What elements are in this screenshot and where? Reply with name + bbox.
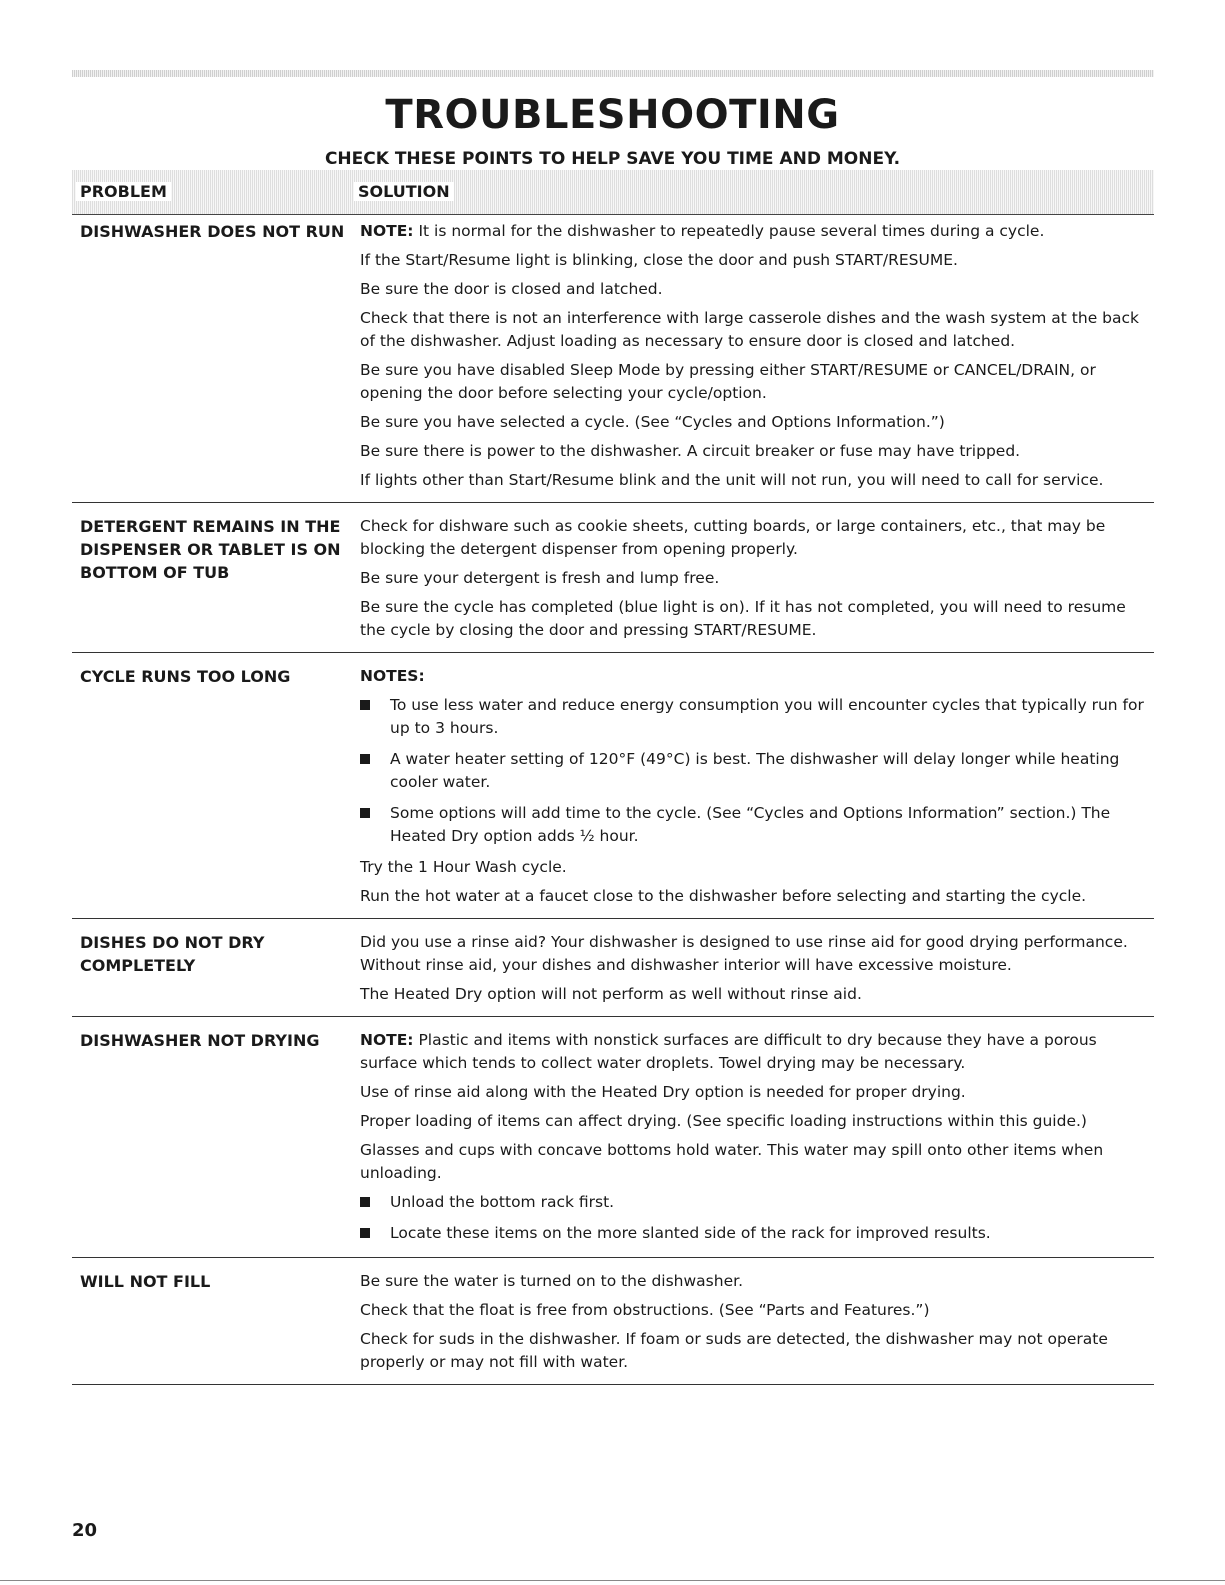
solution-cell	[360, 511, 1154, 652]
square-bullet-icon	[360, 700, 370, 710]
solution-text: If the Start/Resume light is blinking, close the door and push START/RESUME.	[360, 251, 958, 269]
note-label: NOTES:	[360, 667, 425, 685]
solution-paragraph	[360, 469, 1154, 492]
solution-text: Did you use a rinse aid? Your dishwasher is designed to use rinse aid for good drying performance. Without rinse aid, your dishes and dishwasher interior will have excessive moisture.	[360, 933, 1128, 974]
table-row	[72, 653, 1154, 919]
problem-column-header: PROBLEM	[76, 182, 171, 201]
table-row	[72, 1017, 1154, 1258]
solution-paragraph	[360, 1110, 1154, 1133]
solution-paragraph	[360, 1299, 1154, 1322]
solution-paragraph	[360, 1081, 1154, 1104]
solution-text: Be sure the cycle has completed (blue light is on). If it has not completed, you will need to resume the cycle by closing the door and pressing START/RESUME.	[360, 598, 1126, 639]
solution-text: Check that there is not an interference with large casserole dishes and the wash system at the back of the dishwasher. Adjust loading as necessary to ensure door is closed and latched.	[360, 309, 1140, 350]
solution-bullet	[360, 694, 1154, 740]
solution-text: Plastic and items with nonstick surfaces are difficult to dry because they have a porous surface which tends to collect water droplets. Towel drying may be necessary.	[360, 1031, 1097, 1072]
table-row	[72, 919, 1154, 1017]
solution-paragraph	[360, 1270, 1154, 1293]
solution-paragraph	[360, 983, 1154, 1006]
problem-cell: DETERGENT REMAINS IN THE DISPENSER OR TABLET IS ON BOTTOM OF TUB	[80, 517, 341, 582]
solution-text: Be sure your detergent is fresh and lump free.	[360, 569, 720, 587]
solution-paragraph	[360, 665, 1154, 688]
solution-paragraph	[360, 1328, 1154, 1374]
square-bullet-icon	[360, 1197, 370, 1207]
solution-paragraph	[360, 596, 1154, 642]
solution-text: Be sure the water is turned on to the dishwasher.	[360, 1272, 743, 1290]
problem-cell: CYCLE RUNS TOO LONG	[80, 667, 291, 686]
problem-cell: WILL NOT FILL	[80, 1272, 211, 1291]
solution-text: Check that the float is free from obstructions. (See “Parts and Features.”)	[360, 1301, 930, 1319]
solution-paragraph	[360, 1029, 1154, 1075]
solution-bullet	[360, 748, 1154, 794]
solution-text: If lights other than Start/Resume blink and the unit will not run, you will need to call for service.	[360, 471, 1104, 489]
problem-cell: DISHWASHER DOES NOT RUN	[80, 222, 345, 241]
solution-paragraph	[360, 931, 1154, 977]
solution-cell	[360, 1266, 1154, 1384]
page-title: TROUBLESHOOTING	[385, 92, 840, 138]
solution-bullet	[360, 1222, 1154, 1245]
solution-paragraph	[360, 1139, 1154, 1185]
troubleshooting-table	[72, 216, 1154, 1385]
page-subtitle: CHECK THESE POINTS TO HELP SAVE YOU TIME AND MONEY.	[324, 149, 901, 169]
solution-text: Some options will add time to the cycle. (See “Cycles and Options Information” section.) The Heated Dry option adds ½ hour.	[390, 804, 1111, 845]
solution-paragraph	[360, 249, 1154, 272]
table-row	[72, 216, 1154, 503]
solution-paragraph	[360, 567, 1154, 590]
solution-text: Check for dishware such as cookie sheets, cutting boards, or large containers, etc., that may be blocking the detergent dispenser from opening properly.	[360, 517, 1106, 558]
solution-paragraph	[360, 440, 1154, 463]
solution-text: It is normal for the dishwasher to repeatedly pause several times during a cycle.	[413, 222, 1045, 240]
table-row	[72, 503, 1154, 653]
solution-cell	[360, 661, 1154, 918]
solution-bullet	[360, 1191, 1154, 1214]
solution-bullet	[360, 802, 1154, 848]
page-bottom-line	[0, 1580, 1225, 1581]
solution-paragraph	[360, 220, 1154, 243]
solution-text: Unload the bottom rack first.	[390, 1193, 615, 1211]
solution-text: Glasses and cups with concave bottoms hold water. This water may spill onto other items when unloading.	[360, 1141, 1104, 1182]
square-bullet-icon	[360, 754, 370, 764]
solution-text: Run the hot water at a faucet close to the dishwasher before selecting and starting the cycle.	[360, 887, 1087, 905]
solution-cell	[360, 1025, 1154, 1257]
table-row	[72, 1258, 1154, 1385]
solution-text: The Heated Dry option will not perform as well without rinse aid.	[360, 985, 862, 1003]
solution-paragraph	[360, 885, 1154, 908]
solution-cell	[360, 927, 1154, 1016]
top-decorative-band	[72, 70, 1154, 77]
solution-text: Check for suds in the dishwasher. If foam or suds are detected, the dishwasher may not operate properly or may not fill with water.	[360, 1330, 1108, 1371]
solution-text: Be sure there is power to the dishwasher. A circuit breaker or fuse may have tripped.	[360, 442, 1021, 460]
table-header	[72, 170, 1154, 215]
solution-paragraph	[360, 856, 1154, 879]
page-number: 20	[72, 1520, 98, 1541]
solution-text: Be sure you have selected a cycle. (See “Cycles and Options Information.”)	[360, 413, 945, 431]
solution-text: To use less water and reduce energy consumption you will encounter cycles that typically run for up to 3 hours.	[390, 696, 1144, 737]
solution-text: Be sure you have disabled Sleep Mode by pressing either START/RESUME or CANCEL/DRAIN, or opening the door before selecting your cycle/option.	[360, 361, 1096, 402]
solution-paragraph	[360, 515, 1154, 561]
solution-text: Be sure the door is closed and latched.	[360, 280, 663, 298]
problem-cell: DISHES DO NOT DRY COMPLETELY	[80, 933, 265, 975]
solution-text: Proper loading of items can affect drying. (See specific loading instructions within this guide.)	[360, 1112, 1087, 1130]
problem-cell: DISHWASHER NOT DRYING	[80, 1031, 320, 1050]
solution-paragraph	[360, 411, 1154, 434]
note-label: NOTE:	[360, 222, 414, 240]
square-bullet-icon	[360, 1228, 370, 1238]
solution-text: Locate these items on the more slanted side of the rack for improved results.	[390, 1224, 991, 1242]
note-label: NOTE:	[360, 1031, 414, 1049]
solution-paragraph	[360, 359, 1154, 405]
solution-paragraph	[360, 307, 1154, 353]
solution-text: Try the 1 Hour Wash cycle.	[360, 858, 567, 876]
square-bullet-icon	[360, 808, 370, 818]
solution-cell	[360, 216, 1154, 502]
solution-paragraph	[360, 278, 1154, 301]
solution-text: A water heater setting of 120°F (49°C) is best. The dishwasher will delay longer while heating cooler water.	[390, 750, 1120, 791]
solution-text: Use of rinse aid along with the Heated Dry option is needed for proper drying.	[360, 1083, 966, 1101]
solution-column-header: SOLUTION	[354, 182, 454, 201]
